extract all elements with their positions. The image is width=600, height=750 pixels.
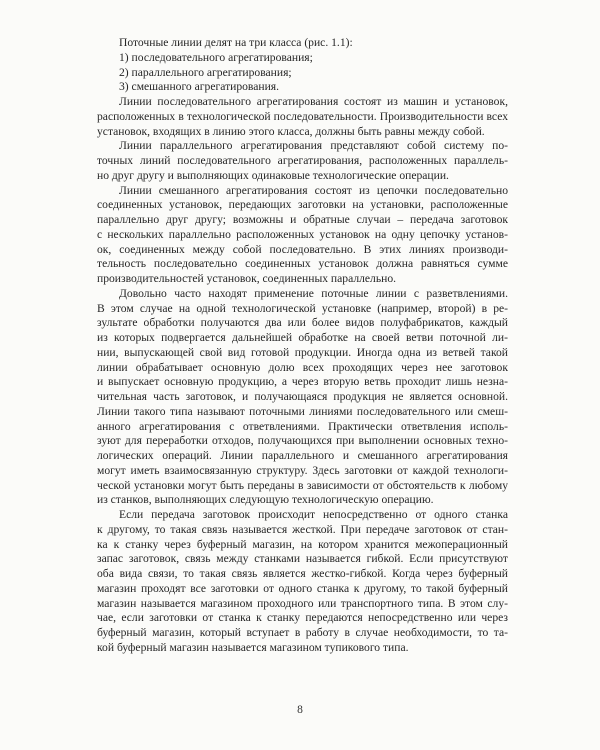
text-line: оба вида связи, то такая связь является жестко-гибкой. Когда через буферный bbox=[97, 567, 508, 580]
paragraph-links bbox=[97, 508, 508, 656]
text-line: ческой установки могут быть переданы в зависимости от обстоятельств к любому bbox=[97, 478, 508, 492]
text-line: нии, выпускающей свой вид готовой продукции. Иногда одна из ветвей такой bbox=[97, 345, 508, 359]
page-number: 8 bbox=[297, 704, 303, 716]
paragraph-mixed bbox=[97, 184, 508, 287]
text-line: установок, входящих в линию этого класса, должны быть равны между собой. bbox=[97, 124, 485, 138]
text-line: Если передача заготовок происходит непосредственно от одного станка bbox=[119, 508, 508, 521]
text-line: 3) смешанного агрегатирования. bbox=[119, 80, 280, 94]
text-line: из станков, выполняющих следующую технологическую операцию. bbox=[97, 493, 434, 507]
text-line: логических операций. Линии параллельного и смешанного агрегатирования bbox=[97, 449, 508, 462]
text-line: Линии смешанного агрегатирования состоят из цепочки последовательно bbox=[119, 183, 508, 197]
text-line: но друг другу и выполняющих одинаковые технологические операции. bbox=[97, 168, 449, 182]
text-line: буферный магазин, который вступает в работу в случае необходимости, то та- bbox=[97, 626, 508, 639]
text-line: Поточные линии делят на три класса (рис. 1.1): bbox=[119, 36, 353, 49]
text-line: и выпускает основную продукцию, а через вторую ветвь проходит лишь незна- bbox=[97, 375, 508, 389]
text-line: Линии параллельного агрегатирования представляют собой систему по- bbox=[119, 139, 508, 153]
paragraph-classes bbox=[97, 36, 508, 95]
text-line: 2) параллельного агрегатирования; bbox=[119, 65, 292, 79]
text-line: Линии последовательного агрегатирования состоят из машин и установок, bbox=[119, 95, 508, 108]
text-line: магазин называется магазином проходного или транспортного типа. В этом слу- bbox=[97, 596, 508, 610]
text-line: анного агрегатирования с ответвлениями. Практически ответвления исполь- bbox=[97, 419, 508, 433]
text-line: Довольно часто находят применение поточные линии с разветвлениями. bbox=[119, 286, 508, 300]
text-line: с нескольких параллельно расположенных установок на одну цепочку установ- bbox=[97, 227, 508, 241]
text-line: линии обрабатывает основную долю всех проходящих через нее заготовок bbox=[97, 360, 508, 374]
text-line: ка к станку через буферный магазин, на котором хранится межоперационный bbox=[97, 537, 508, 551]
paragraph-branching bbox=[97, 287, 508, 508]
text-line: 1) последовательного агрегатирования; bbox=[119, 50, 313, 64]
paragraph-parallel bbox=[97, 139, 508, 183]
page-body bbox=[97, 36, 508, 656]
text-line: расположенных в технологической последовательности. Производительности всех bbox=[97, 109, 508, 123]
text-line: из которых подвергается дальнейшей обработке на своей ветви поточной ли- bbox=[97, 331, 508, 344]
text-line: параллельно друг другу; возможны и обратные случаи – передача заготовок bbox=[97, 213, 508, 226]
text-line: соединенных установок, передающих заготовки на установки, расположенные bbox=[97, 198, 508, 212]
text-line: ок, соединенных между собой последовательно. В этих линиях производи- bbox=[97, 242, 508, 256]
text-line: зультате обработки получаются два или более видов полуфабрикатов, каждый bbox=[97, 316, 508, 330]
text-line: чае, если заготовки от станка к станку передаются непосредственно или через bbox=[97, 611, 508, 625]
text-line: запас заготовок, связь между станками называется гибкой. Если присутствуют bbox=[97, 552, 508, 566]
text-line: могут иметь взаимосвязанную структуру. Здесь заготовки от каждой технологи- bbox=[97, 463, 508, 477]
text-line: В этом случае на одной технологической установке (например, второй) в ре- bbox=[97, 301, 508, 315]
text-line: зуют для переработки отходов, получающихся при выполнении основных техно- bbox=[97, 434, 508, 448]
text-line: чительная часть заготовок, и получающаяся продукция не является основной. bbox=[97, 390, 508, 403]
paragraph-sequential bbox=[97, 95, 508, 139]
text-line: точных линий последовательного агрегатирования, расположенных параллель- bbox=[97, 154, 508, 167]
text-line: кой буферный магазин называется магазином тупикового типа. bbox=[97, 640, 409, 654]
text-line: производительностей установок, соединенных параллельно. bbox=[97, 272, 397, 285]
text-line: магазин проходят все заготовки от одного станка к другому, то такой буферный bbox=[97, 581, 508, 595]
text-line: Линии такого типа называют поточными линиями последовательного или смеш- bbox=[97, 404, 508, 418]
text-line: тельность последовательно соединенных установок должна равняться сумме bbox=[97, 257, 508, 271]
text-line: к другому, то такая связь называется жесткой. При передаче заготовок от стан- bbox=[97, 522, 508, 536]
